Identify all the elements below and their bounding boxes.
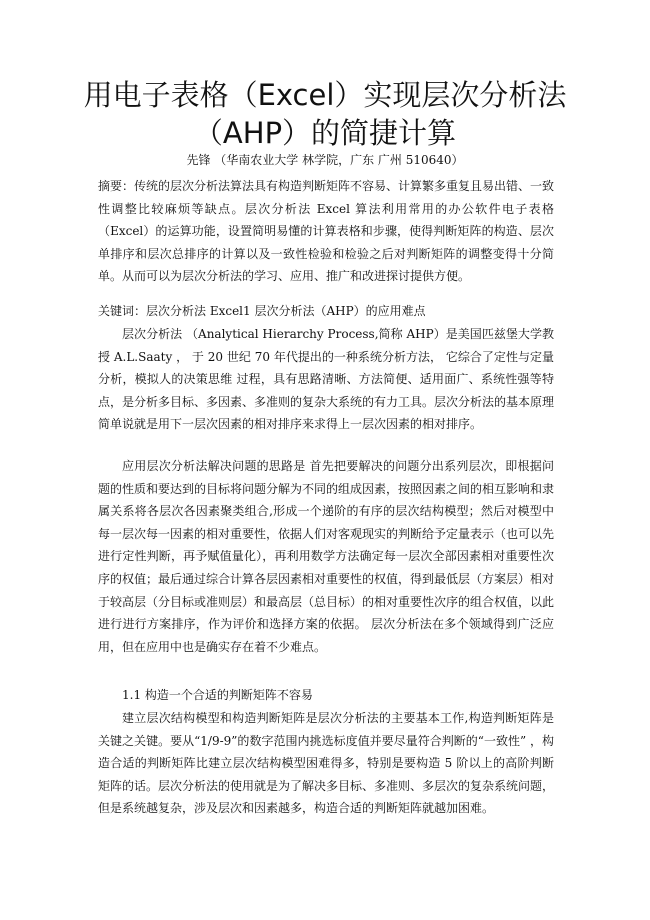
- author-affiliation: 先锋 （华南农业大学 林学院，广东 广州 510640）: [186, 153, 464, 167]
- title-line-1: 用电子表格（Excel）实现层次分析法: [83, 78, 567, 112]
- section-paragraph: 建立层次结构模型和构造判断矩阵是层次分析法的主要基本工作,构造判断矩阵是关键之关键。要从“1/9-9”的数字范围内挑选标度值并要尽量符合判断的“一致性” ，构造合适的判断矩阵比建立层次结构模型困难得多，特别是要构造 5 阶以上的高阶判断矩阵的话。层次分析法的使用就是为了解决多目标、多准则、多层次的复杂系统问题，但是系统越复杂，涉及层次和因素越多，构造合适的判断矩阵就越加困难。: [98, 711, 555, 816]
- body-paragraph-2: 应用层次分析法解决问题的思路是 首先把要解决的问题分出系列层次，即根据问题的性质和要达到的目标将问题分解为不同的组成因素，按照因素之间的相互影响和隶属关系将各层次各因素聚类组合,形成一个递阶的有序的层次结构模型；然后对模型中每一层次每一因素的相对重要性，依据人们对客观现实的判断给予定量表示（也可以先进行定性判断，再予赋值量化），再利用数学方法确定每一层次全部因素相对重要性次序的权值；最后通过综合计算各层因素相对重要性的权值，得到最低层（方案层）相对于较高层（分目标或准则层）和最高层（总目标）的相对重要性次序的组合权值，以此 进行进行方案排序，作为评价和选择方案的依据。 层次分析法在多个领域得到广泛应用，但在应用中也是确实存在着不少难点。: [98, 459, 555, 654]
- paper-title: [60, 76, 590, 152]
- keywords: 关键词：层次分析法 Excel1 层次分析法（AHP）的应用难点: [98, 304, 426, 318]
- body-paragraph-1: 层次分析法 （Analytical Hierarchy Process,简称 AHP）是美国匹兹堡大学教授 A.L.Saaty ， 于 20 世纪 70 年代提出的一种系统分析方法， 它综合了定性与定量分析，模拟人的决策思维 过程，具有思路清晰、方法简便、适用面广、系统性强等特点，是分析多目标、多因素、多准则的复杂大系统的有力工具。层次分析法的基本原理简单说就是用下一层次因素的相对排序来求得上一层次因素的相对排序。: [98, 327, 555, 432]
- section-heading: 1.1 构造一个合适的判断矩阵不容易: [122, 688, 313, 702]
- abstract: 摘要：传统的层次分析法算法具有构造判断矩阵不容易、计算繁多重复且易出错、一致性调整比较麻烦等缺点。层次分析法 Excel 算法利用常用的办公软件电子表格（Excel）的运算功能，设置简明易懂的计算表格和步骤，使得判断矩阵的构造、层次单排序和层次总排序的计算以及一致性检验和检验之后对判断矩阵的调整变得十分简单。从而可以为层次分析法的学习、应用、推广和改进探讨提供方便。: [98, 179, 555, 284]
- title-line-2: （AHP）的简捷计算: [193, 116, 457, 150]
